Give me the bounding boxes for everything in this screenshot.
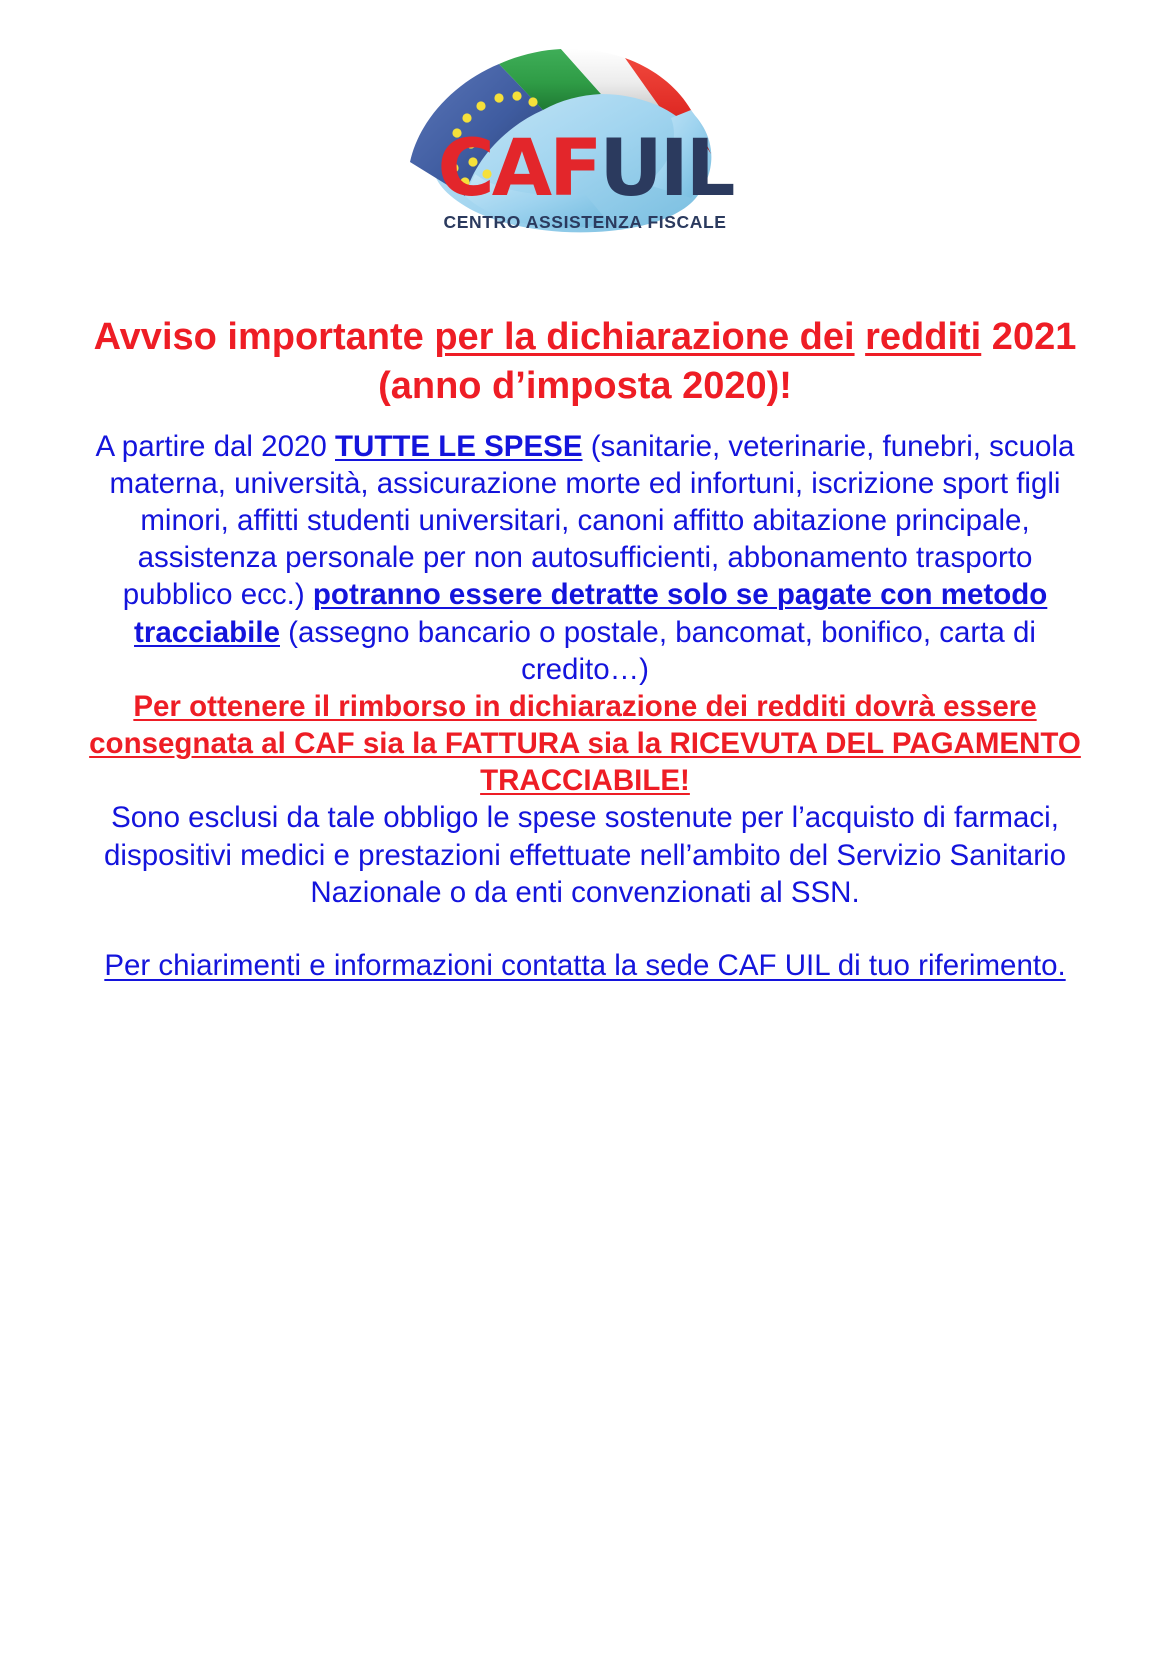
paragraph-spese-tracciabili	[85, 428, 1085, 688]
paragraph-esclusioni-ssn: Sono esclusi da tale obbligo le spese sostenute per l’acquisto di farmaci, dispositivi medici e prestazioni effettuate nell’ambito del Servizio Sanitario Nazionale o da enti convenzionati al SSN.	[104, 801, 1066, 909]
logo-ribbon-graphic	[395, 34, 775, 239]
title-part-underlined-2: redditi	[865, 316, 982, 358]
notice-content	[85, 239, 1085, 984]
p1-text-c: (assegno bancario o postale, bancomat, bonifico, carta di credito…)	[279, 615, 1036, 686]
caf-uil-logo	[395, 34, 775, 239]
p1-emphasis-tutte-le-spese: TUTTE LE SPESE	[335, 429, 583, 463]
page-title	[85, 313, 1085, 412]
logo-wordmark-uil: UIL	[599, 124, 733, 214]
logo-header	[0, 0, 1170, 239]
p1-text-a: A partire dal 2020	[95, 429, 335, 463]
p1-text-b: (sanitarie, veterinarie, funebri, scuola materna, università, assicurazione morte ed infortuni, iscrizione sport figli minori, affitti studenti universitari, canoni affitto abitazione principale, assistenza personale per non autosufficienti, abbonamento trasporto pubblico ecc.)	[109, 429, 1075, 612]
title-part-plain: Avviso importante	[93, 316, 435, 358]
title-part-plain-2: 2021 (anno d’imposta 2020)!	[378, 316, 1077, 408]
paragraph-spacer	[85, 911, 1085, 947]
logo-wordmark-caf: CAF	[437, 124, 600, 214]
title-part-underlined: per la dichiarazione dei	[434, 316, 855, 358]
footer-contact-note: Per chiarimenti e informazioni contatta la sede CAF UIL di tuo riferimento.	[104, 948, 1066, 982]
paragraph-rimborso-fattura-ricevuta: Per ottenere il rimborso in dichiarazione dei redditi dovrà essere consegnata al CAF sia la FATTURA sia la RICEVUTA DEL PAGAMENTO TRACCIABILE!	[89, 689, 1081, 798]
p1-emphasis-metodo-tracciabile: potranno essere detratte solo se pagate con metodo tracciabile	[134, 578, 1048, 649]
logo-tagline: CENTRO ASSISTENZA FISCALE	[443, 212, 727, 232]
